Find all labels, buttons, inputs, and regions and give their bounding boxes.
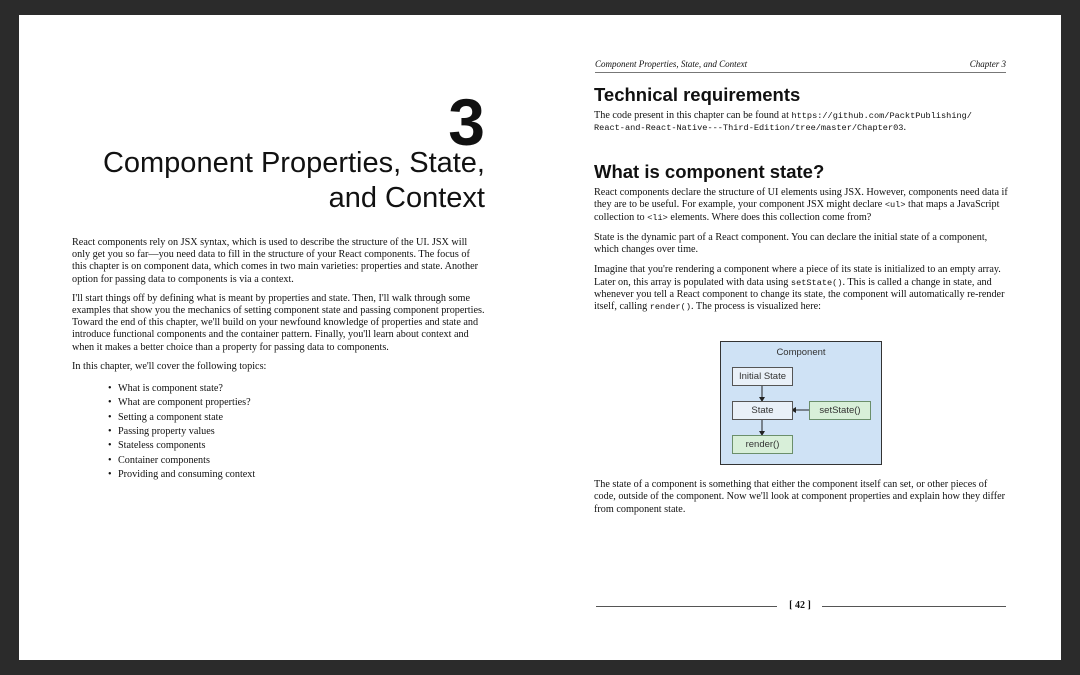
list-item: • Setting a component state: [108, 411, 485, 425]
component-state-section: [594, 161, 1008, 322]
code-render: render(): [649, 302, 691, 313]
running-head: [595, 59, 1006, 73]
bullet-icon: •: [108, 440, 112, 452]
bullet-icon: •: [108, 425, 112, 437]
initial-state-box: Initial State: [732, 367, 793, 386]
code-ul: <ul>: [884, 200, 906, 211]
bullet-icon: •: [108, 411, 112, 423]
intro-paragraph-2: I'll start things off by defining what is meant by properties and state. Then, I'll walk through some examples that show you the mechanics of setting component state and passing component properties. Toward the end of this chapter, we'll build on your newfound knowledge of properties and state and introduce functional components and the container pattern. Finally, you'll learn about context and when it makes a better choice than a property for passing data to components.: [72, 292, 485, 353]
code-setstate: setState(): [790, 277, 843, 288]
list-item: • What is component state?: [108, 382, 485, 396]
state-paragraph-1: React components declare the structure of UI elements using JSX. However, components need data if they are to be useful. For example, your component JSX might declare <ul> that maps a JavaScript collection to <li> elements. Where does this collection come from?: [594, 187, 1008, 223]
intro-paragraph-1: React components rely on JSX syntax, which is used to describe the structure of the UI. JSX will only get you so far—you need data to fill in the structure of your React components. The focus of this chapter is on component data, which comes in two main varieties: properties and state. Another option for passing data to components is via a context.: [72, 237, 478, 285]
chapter-intro: [72, 237, 485, 482]
bullet-icon: •: [108, 454, 112, 466]
closing-section: [594, 479, 1008, 524]
technical-requirements-text: The code present in this chapter can be found at https://github.com/PacktPublishing/ React-and-React-Native---Third-Edition/tree/master/Chapter03.: [594, 110, 972, 134]
chapter-title-line-1: Component Properties, State,: [102, 147, 485, 179]
bullet-icon: •: [108, 468, 112, 480]
closing-paragraph: The state of a component is something that either the component itself can set, or other pieces of code, outside of the component. Now we'll look at component properties and explain how they differ from component state.: [594, 479, 1006, 515]
render-box: render(): [732, 435, 793, 454]
state-paragraph-2: State is the dynamic part of a React component. You can declare the initial state of a component, which changes over time.: [594, 231, 988, 256]
page-number: [ 42 ]: [789, 600, 811, 611]
footer-rule-left: [596, 606, 777, 607]
bullet-icon: •: [108, 383, 112, 395]
list-item: • Stateless components: [108, 439, 485, 453]
chapter-title: [60, 146, 485, 216]
diagram-title: Component: [776, 347, 826, 358]
running-head-chapter: Chapter 3: [969, 59, 1006, 69]
list-item: • Passing property values: [108, 425, 485, 439]
state-box: State: [732, 401, 793, 420]
repo-url-part-2[interactable]: React-and-React-Native---Third-Edition/tree/master/Chapter03: [594, 123, 904, 134]
state-paragraph-3: Imagine that you're rendering a component where a piece of its state is initialized to an empty array. Later on, this array is populated with data using setState(). This is called a change in state, and whenever you tell a React component to change its state, the component will automatically re-render itself, calling render(). The process is visualized here:: [594, 264, 1005, 313]
setstate-box: setState(): [809, 401, 871, 420]
topics-list: [72, 382, 485, 482]
technical-requirements-heading: Technical requirements: [594, 84, 801, 105]
bullet-icon: •: [108, 397, 112, 409]
footer-rule-right: [822, 606, 1006, 607]
list-item: • Container components: [108, 454, 485, 468]
component-state-diagram: [720, 341, 882, 465]
chapter-title-line-2: and Context: [328, 182, 485, 214]
repo-url-part-1[interactable]: https://github.com/PacktPublishing/: [791, 111, 972, 121]
code-li: <li>: [647, 212, 668, 223]
component-state-heading: What is component state?: [594, 161, 825, 182]
list-item: • What are component properties?: [108, 396, 485, 410]
running-head-title: Component Properties, State, and Context: [595, 59, 748, 69]
topics-intro: In this chapter, we'll cover the following topics:: [72, 360, 267, 372]
technical-requirements-section: [594, 84, 1008, 143]
chapter-number: 3: [448, 85, 485, 159]
list-item: • Providing and consuming context: [108, 468, 485, 482]
